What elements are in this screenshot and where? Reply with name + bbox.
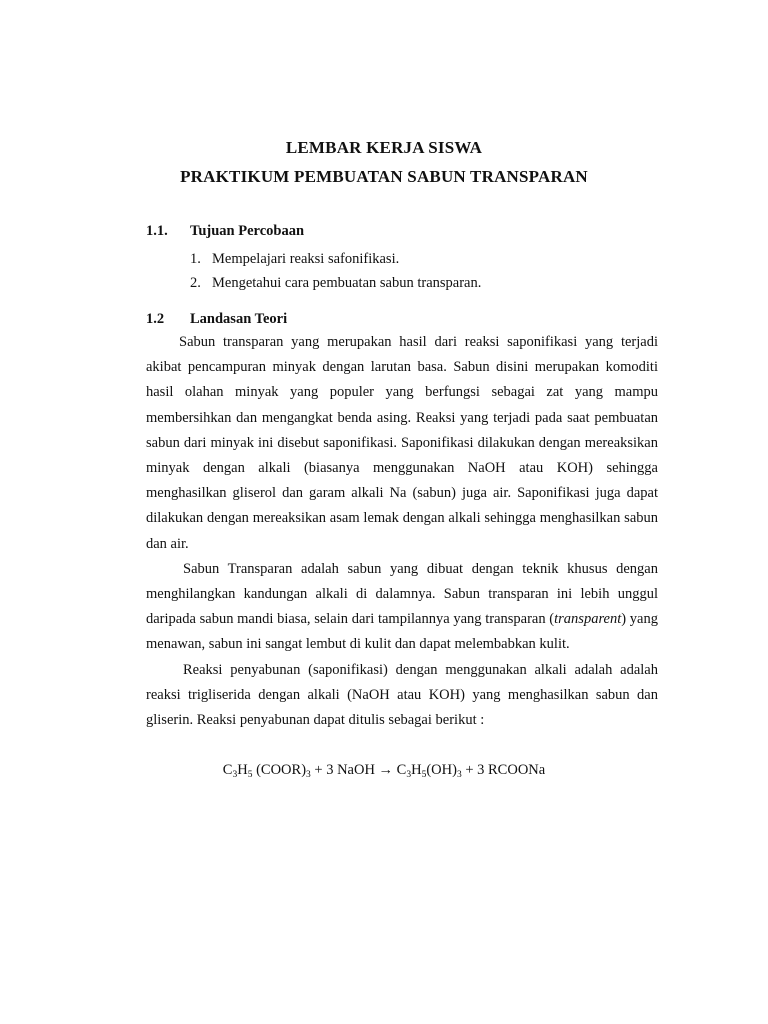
- paragraph-2-text: Sabun Transparan adalah sabun yang dibuat dengan teknik khusus dengan menghilangkan kandungan alkali di dalamnya. Sabun transparan ini lebih unggul daripada sabun mandi biasa, selain dari tampilannya yang transparan (: [146, 560, 658, 628]
- document-title: LEMBAR KERJA SISWA: [285, 138, 483, 157]
- list-item: [190, 247, 481, 271]
- section-title: Tujuan Percobaan: [190, 223, 305, 239]
- eq-subscript: 3: [232, 770, 238, 780]
- eq-subscript: 3: [306, 770, 311, 780]
- objectives-list: [190, 247, 481, 295]
- paragraph-3: Reaksi penyabunan (saponifikasi) dengan menggunakan alkali adalah adalah reaksi trigliserida dengan alkali (NaOH atau KOH) yang menghasilkan sabun dan gliserin. Reaksi penyabunan dapat ditulis sebagai berikut :: [146, 661, 658, 729]
- eq-part: (OH): [426, 762, 457, 778]
- list-item-number: 2.: [190, 275, 201, 291]
- section-heading-tujuan: [146, 223, 304, 240]
- saponification-equation: [0, 762, 768, 780]
- eq-part: + 3 NaOH → C: [310, 762, 407, 778]
- eq-part: (COOR): [252, 762, 307, 778]
- eq-subscript: 3: [406, 770, 412, 780]
- paragraph-2: [146, 557, 658, 658]
- section-number: 1.2: [146, 311, 165, 327]
- eq-part: C: [222, 762, 233, 778]
- list-item-number: 1.: [190, 251, 201, 267]
- eq-part: H: [411, 762, 422, 778]
- eq-part: + 3 RCOONa: [461, 762, 546, 778]
- section-body: [146, 330, 658, 733]
- section-title: Landasan Teori: [190, 311, 288, 327]
- eq-subscript: 5: [421, 770, 427, 780]
- italic-term: transparent: [554, 611, 622, 628]
- eq-subscript: 5: [247, 770, 253, 780]
- section-number: 1.1.: [146, 223, 168, 239]
- eq-part: H: [237, 762, 248, 778]
- eq-subscript: 3: [456, 770, 462, 780]
- paragraph-1: Sabun transparan yang merupakan hasil dari reaksi saponifikasi yang terjadi akibat pencampuran minyak dengan larutan basa. Sabun disini merupakan komoditi hasil olahan minyak yang populer yang berfungsi sebagai zat yang mampu membersihkan dan mengangkat benda asing. Reaksi yang terjadi pada saat pembuatan sabun dari minyak ini disebut saponifikasi. Saponifikasi dilakukan dengan mereaksikan minyak dengan alkali (biasanya menggunakan NaOH atau KOH) sehingga menghasilkan gliserol dan garam alkali Na (sabun) juga air. Saponifikasi juga dapat dilakukan dengan mereaksikan asam lemak dengan alkali sehingga menghasilkan sabun dan air.: [146, 334, 658, 552]
- paragraph-2-text-end: ) yang menawan, sabun ini sangat lembut di kulit dan dapat melembabkan kulit.: [146, 611, 658, 653]
- section-heading-landasan: [146, 311, 287, 328]
- list-item-text: Mengetahui cara pembuatan sabun transparan.: [212, 275, 482, 291]
- list-item: [190, 271, 481, 295]
- list-item-text: Mempelajari reaksi safonifikasi.: [212, 251, 400, 267]
- document-subtitle: PRAKTIKUM PEMBUATAN SABUN TRANSPARAN: [180, 167, 588, 186]
